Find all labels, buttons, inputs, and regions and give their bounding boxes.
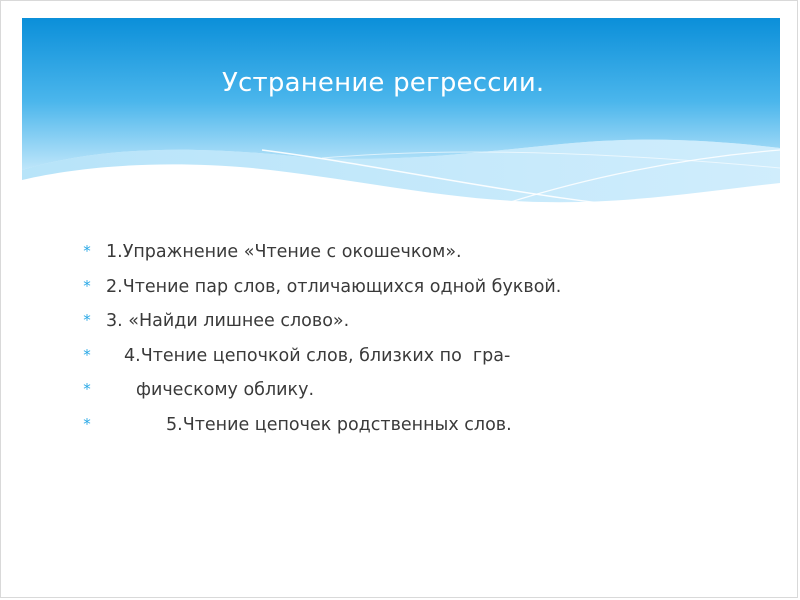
slide-title: Устранение регрессии. (222, 68, 545, 98)
bullet-text: 4.Чтение цепочкой слов, близких по гра- (124, 345, 511, 366)
list-item (80, 276, 740, 311)
list-item (80, 379, 740, 414)
list-item (80, 310, 740, 345)
list-item (80, 414, 740, 449)
list-item (80, 345, 740, 380)
list-item (80, 241, 740, 276)
bullet-asterisk-icon: * (83, 311, 91, 329)
bullet-text: 5.Чтение цепочек родственных слов. (166, 414, 512, 435)
bullet-text: фическому облику. (136, 380, 315, 400)
bullet-asterisk-icon: * (83, 242, 91, 260)
bullet-text: 3. «Найди лишнее слово». (106, 311, 350, 331)
bullet-list (80, 241, 740, 448)
bullet-asterisk-icon: * (83, 414, 91, 433)
header-wave-graphic (22, 18, 780, 223)
bullet-asterisk-icon: * (83, 345, 91, 364)
bullet-asterisk-icon: * (83, 276, 91, 295)
bullet-asterisk-icon: * (83, 380, 91, 398)
bullet-text: 2.Чтение пар слов, отличающихся одной буквой. (106, 276, 562, 297)
bullet-text: 1.Упражнение «Чтение с окошечком». (106, 242, 462, 262)
